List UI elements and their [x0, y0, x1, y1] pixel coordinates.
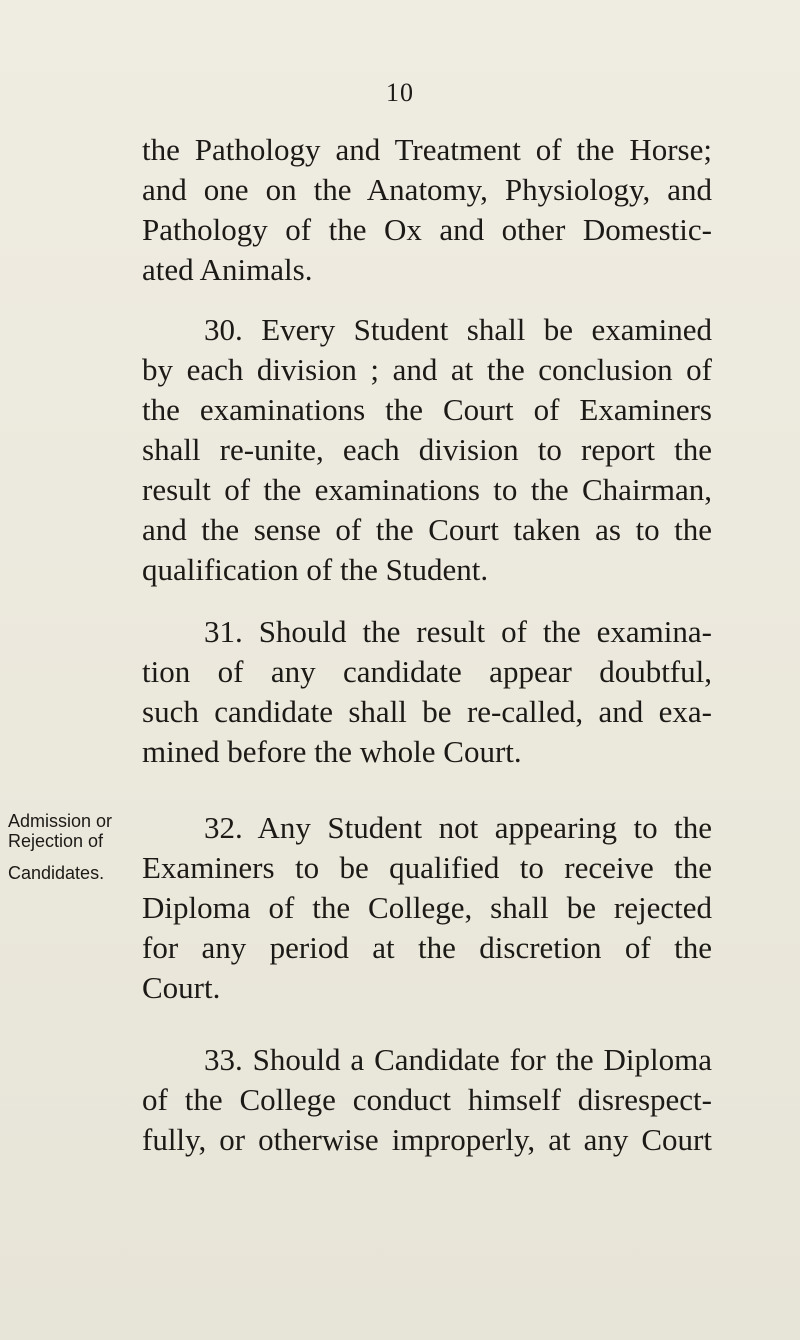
text-line: Court.	[142, 970, 221, 1005]
text-line: the examinations the Court of Examiners	[142, 392, 712, 427]
text-line: shall re-unite, each division to report the	[142, 432, 712, 467]
text-line: and one on the Anatomy, Physiology, and	[142, 172, 712, 207]
text-line: mined before the whole Court.	[142, 734, 522, 769]
paragraph-32	[142, 808, 712, 1008]
text-line: the Pathology and Treatment of the Horse;	[142, 132, 712, 167]
paragraph-continuation	[142, 130, 712, 290]
margin-note-line: Rejection of	[8, 831, 104, 851]
text-line: and the sense of the Court taken as to the	[142, 512, 712, 547]
margin-note	[8, 812, 138, 882]
text-line: 32. Any Student not appearing to the	[204, 810, 712, 845]
text-line: fully, or otherwise improperly, at any Court	[142, 1122, 712, 1157]
text-line: qualification of the Student.	[142, 552, 489, 587]
margin-note-line: Candidates.	[8, 863, 105, 883]
paragraph-33	[142, 1040, 712, 1160]
text-line: result of the examinations to the Chairman,	[142, 472, 712, 507]
text-line: for any period at the discretion of the	[142, 930, 712, 965]
text-line: by each division ; and at the conclusion of	[142, 352, 712, 387]
paragraph-30	[142, 310, 712, 590]
text-line: Pathology of the Ox and other Domestic-	[142, 212, 712, 247]
text-line: Examiners to be qualified to receive the	[142, 850, 712, 885]
text-line: such candidate shall be re-called, and exa-	[142, 694, 712, 729]
page-number: 10	[386, 78, 414, 107]
text-line: ated Animals.	[142, 252, 313, 287]
paragraph-31	[142, 612, 712, 772]
text-line: 31. Should the result of the examina-	[204, 614, 712, 649]
text-line: Diploma of the College, shall be rejected	[142, 890, 712, 925]
text-line: 30. Every Student shall be examined	[204, 312, 712, 347]
text-line: of the College conduct himself disrespect-	[142, 1082, 712, 1117]
text-line: 33. Should a Candidate for the Diploma	[204, 1042, 712, 1077]
margin-note-line: Admission or	[8, 811, 113, 831]
text-line: tion of any candidate appear doubtful,	[142, 654, 712, 689]
